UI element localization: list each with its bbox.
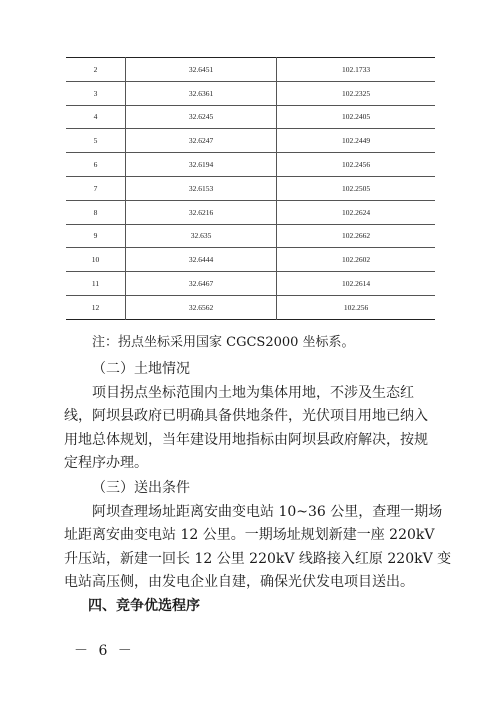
latitude-cell: 32.6562 (126, 295, 277, 319)
table-row (66, 224, 435, 248)
longitude-cell: 102.2614 (277, 272, 436, 296)
longitude-cell: 102.2405 (277, 105, 436, 129)
latitude-cell: 32.6245 (126, 105, 277, 129)
section-grid-heading: （三）送出条件 (92, 480, 190, 496)
table-row (66, 295, 435, 319)
point-index-cell: 3 (66, 81, 126, 105)
longitude-cell: 102.256 (277, 295, 436, 319)
longitude-cell: 102.2449 (277, 129, 436, 153)
longitude-cell: 102.2602 (277, 248, 436, 272)
longitude-cell: 102.2456 (277, 153, 436, 177)
table-row (66, 81, 435, 105)
coordinate-table (66, 57, 435, 320)
table-row (66, 105, 435, 129)
point-index-cell: 7 (66, 176, 126, 200)
table-row (66, 272, 435, 296)
section-land-paragraph-line: 线，阿坝县政府已明确具备供地条件，光伏项目用地已纳入 (64, 408, 428, 424)
section-land-heading: （二）土地情况 (92, 361, 190, 377)
latitude-cell: 32.6216 (126, 200, 277, 224)
longitude-cell: 102.2505 (277, 176, 436, 200)
table-row (66, 176, 435, 200)
section-four-heading: 四、竞争优选程序 (88, 598, 200, 614)
point-index-cell: 5 (66, 129, 126, 153)
section-grid-paragraph-line: 址距离安曲变电站 12 公里。一期场址规划新建一座 220kV (64, 527, 435, 543)
table-note: 注：拐点坐标采用国家 CGCS2000 坐标系。 (92, 335, 355, 350)
latitude-cell: 32.6451 (126, 58, 277, 82)
point-index-cell: 10 (66, 248, 126, 272)
latitude-cell: 32.6247 (126, 129, 277, 153)
latitude-cell: 32.6444 (126, 248, 277, 272)
section-land-paragraph-line: 定程序办理。 (64, 455, 148, 471)
table-row (66, 200, 435, 224)
latitude-cell: 32.6194 (126, 153, 277, 177)
page-number: － 6 － (74, 643, 135, 659)
latitude-cell: 32.6361 (126, 81, 277, 105)
point-index-cell: 9 (66, 224, 126, 248)
point-index-cell: 2 (66, 58, 126, 82)
section-land-paragraph-line: 用地总体规划，当年建设用地指标由阿坝县政府解决，按规 (64, 432, 428, 448)
latitude-cell: 32.635 (126, 224, 277, 248)
section-grid-paragraph-line: 电站高压侧，由发电企业自建，确保光伏发电项目送出。 (64, 574, 414, 590)
table-row (66, 58, 435, 82)
point-index-cell: 12 (91, 302, 100, 312)
longitude-cell: 102.1733 (277, 58, 436, 82)
section-grid-paragraph-line: 升压站，新建一回长 12 公里 220kV 线路接入红原 220kV 变 (64, 551, 452, 567)
section-land-paragraph-line: 项目拐点坐标范围内土地为集体用地，不涉及生态红 (92, 385, 414, 401)
point-index-cell: 6 (66, 153, 126, 177)
longitude-cell: 102.2325 (277, 81, 436, 105)
latitude-cell: 32.6153 (126, 176, 277, 200)
table-row (66, 129, 435, 153)
table-row (66, 248, 435, 272)
longitude-cell: 102.2624 (277, 200, 436, 224)
point-index-cell: 11 (66, 272, 126, 296)
section-grid-paragraph-line: 阿坝查理场址距离安曲变电站 10~36 公里，查理一期场 (92, 504, 443, 520)
latitude-cell: 32.6467 (126, 272, 277, 296)
longitude-cell: 102.2662 (277, 224, 436, 248)
point-index-cell: 4 (66, 105, 126, 129)
table-row (66, 153, 435, 177)
point-index-cell: 8 (66, 200, 126, 224)
